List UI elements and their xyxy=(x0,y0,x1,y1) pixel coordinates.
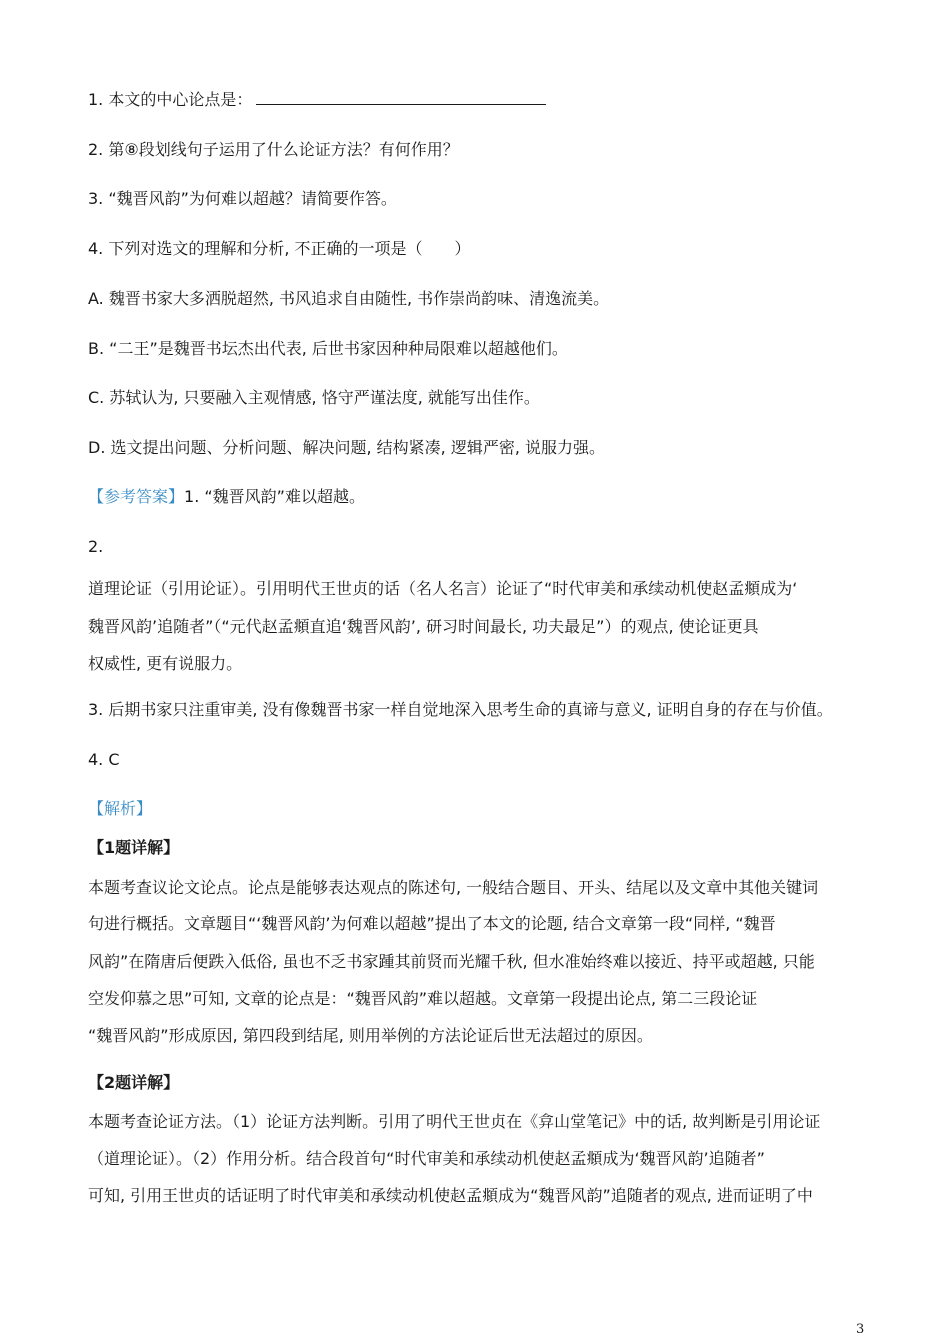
detail-1-line: 本题考查议论文论点。论点是能够表达观点的陈述句, 一般结合题目、开头、结尾以及文章中其他关键词 xyxy=(88,878,819,897)
detail-1-line: 空发仰慕之思”可知, 文章的论点是：“魏晋风韵”难以超越。文章第一段提出论点, 第二三段论证 xyxy=(88,989,758,1008)
analysis-tag: 【解析】 xyxy=(88,799,153,818)
answer-2-line: 权威性, 更有说服力。 xyxy=(88,654,243,673)
question-2: 2. 第⑧段划线句子运用了什么论证方法？有何作用？ xyxy=(88,140,459,159)
page-number: 3 xyxy=(856,1322,865,1337)
option-d: D. 选文提出问题、分析问题、解决问题, 结构紧凑, 逻辑严密, 说服力强。 xyxy=(88,438,606,457)
question-1 xyxy=(88,88,546,112)
answer-2-line: 魏晋风韵’追随者”（“元代赵孟頫直追‘魏晋风韵’, 研习时间最长, 功夫最足”）的观点, 使论证更具 xyxy=(88,617,759,636)
answer-blank[interactable] xyxy=(256,90,546,105)
detail-2-line: 本题考查论证方法。（1）论证方法判断。引用了明代王世贞在《弇山堂笔记》中的话, 故判断是引用论证 xyxy=(88,1112,821,1131)
option-b: B. “二王”是魏晋书坛杰出代表, 后世书家因种种局限难以超越他们。 xyxy=(88,339,568,358)
question-1-text: 1. 本文的中心论点是： xyxy=(88,90,253,109)
answer-3: 3. 后期书家只注重审美, 没有像魏晋书家一样自觉地深入思考生命的真谛与意义, 证明自身的存在与价值。 xyxy=(88,700,833,719)
answer-tag: 【参考答案】 xyxy=(88,487,185,506)
detail-2-line: （道理论证）。（2）作用分析。结合段首句“时代审美和承续动机使赵孟頫成为‘魏晋风韵’追随者” xyxy=(88,1149,765,1168)
question-4: 4. 下列对选文的理解和分析, 不正确的一项是（ ） xyxy=(88,239,471,258)
answer-2-number: 2. xyxy=(88,537,104,556)
option-a: A. 魏晋书家大多洒脱超然, 书风追求自由随性, 书作崇尚韵味、清逸流美。 xyxy=(88,289,610,308)
detail-1-line: 风韵”在隋唐后便跌入低俗, 虽也不乏书家踵其前贤而光耀千秋, 但水准始终难以接近、持平或超越, 只能 xyxy=(88,952,815,971)
answer-1-text: 1. “魏晋风韵”难以超越。 xyxy=(184,487,365,506)
answer-4: 4. C xyxy=(88,750,120,769)
option-c: C. 苏轼认为, 只要融入主观情感, 恪守严谨法度, 就能写出佳作。 xyxy=(88,388,540,407)
answer-1 xyxy=(88,485,365,509)
answer-2-line: 道理论证（引用论证）。引用明代王世贞的话（名人名言）论证了“时代审美和承续动机使赵孟頫成为‘ xyxy=(88,579,798,598)
detail-2-line: 可知, 引用王世贞的话证明了时代审美和承续动机使赵孟頫成为“魏晋风韵”追随者的观点, 进而证明了中 xyxy=(88,1186,813,1205)
detail-2-title: 【2题详解】 xyxy=(88,1073,180,1092)
detail-1-title: 【1题详解】 xyxy=(88,838,180,857)
detail-1-line: “魏晋风韵”形成原因, 第四段到结尾, 则用举例的方法论证后世无法超过的原因。 xyxy=(88,1026,653,1045)
question-3: 3. “魏晋风韵”为何难以超越？请简要作答。 xyxy=(88,189,397,208)
detail-1-line: 句进行概括。文章题目“‘魏晋风韵’为何难以超越”提出了本文的论题, 结合文章第一段“同样, “魏晋 xyxy=(88,914,776,933)
